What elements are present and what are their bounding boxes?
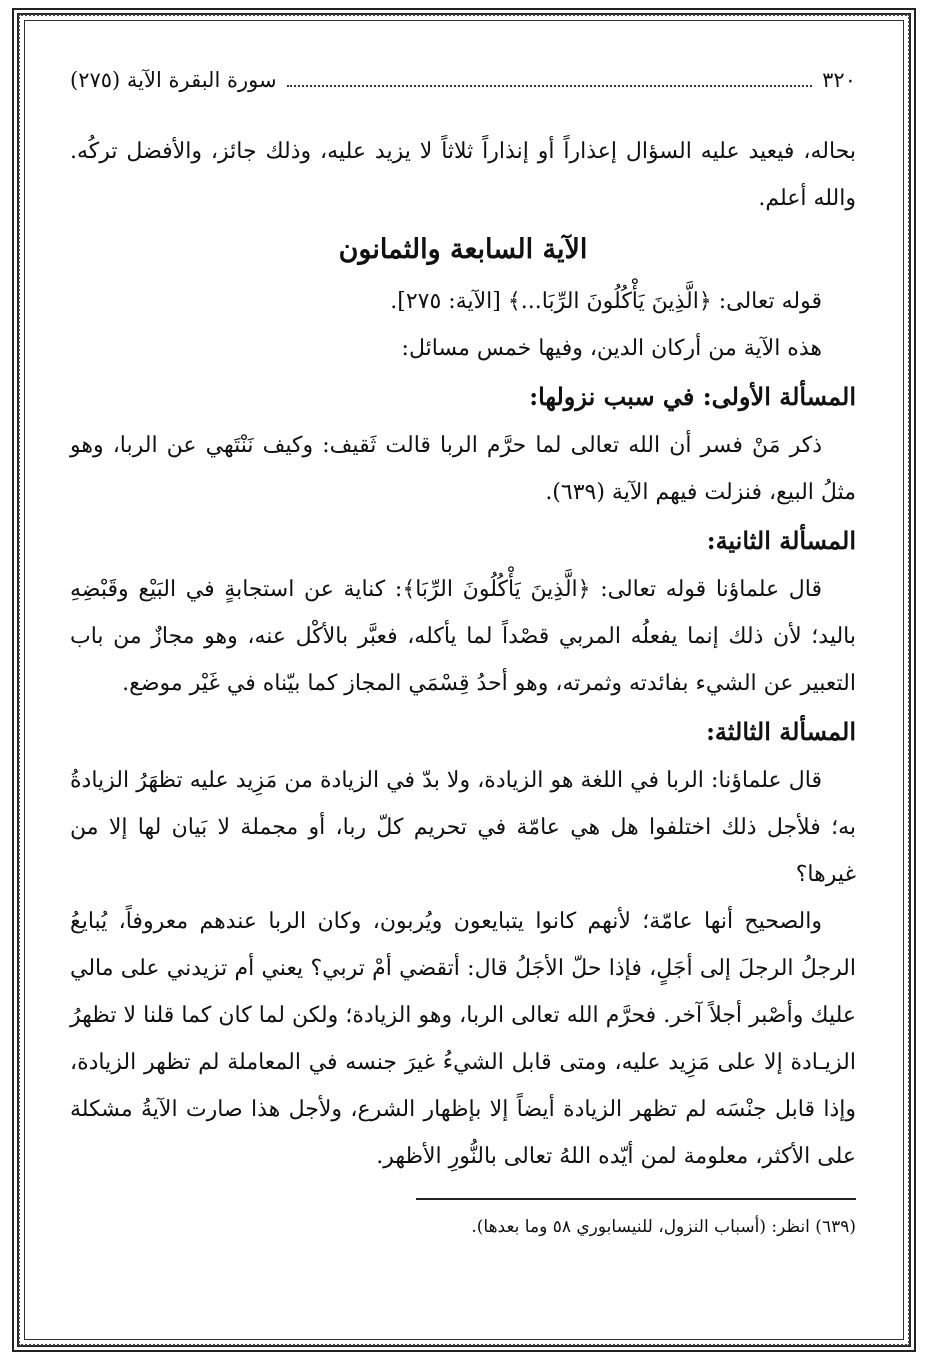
issues-intro: هذه الآية من أركان الدين، وفيها خمس مسائل:	[401, 336, 822, 361]
surah-reference: سورة البقرة الآية (٢٧٥)	[70, 68, 277, 92]
issue3-text1: قال علماؤنا: الربا في اللغة هو الزيادة، ولا بدّ في الزيادة من مَزِيد عليه تظهَرُ الزيادةُ به؛ فلأجل ذلك اختلفوا هل هي عامّة في تحريم كلّ ربا، أو مجملة لا بَيان لها إلا من غيرها؟	[70, 768, 857, 887]
footnote-separator	[416, 1198, 856, 1200]
issue2-heading: المسألة الثانية:	[706, 526, 856, 555]
footnote: (٦٣٩) انظر: (أسباب النزول، للنيسابوري ٥٨ وما بعدها).	[471, 1217, 856, 1237]
issue2-text: قال علماؤنا قوله تعالى: ﴿الَّذِينَ يَأْكُلُونَ الرِّبَا﴾: كناية عن استجابةٍ في البَيْع وقَبْضِهِ باليد؛ لأن ذلك إنما يفعلُه المربي قصْداً لما يأكله، فعبَّر بالأكْل عنه، وهو مجازٌ من باب التعبير عن الشيء بفائدته وثمرته، وهو أحدُ قِسْمَي المجاز كما بيّناه في غَيْر موضع.	[70, 577, 856, 696]
page-content	[70, 60, 856, 1244]
intro-paragraph: بحاله، فيعيد عليه السؤال إعذاراً أو إنذاراً ثلاثاً لا يزيد عليه، وذلك جائز، والأفضل تركُه. والله أعلم.	[70, 139, 856, 211]
issue1-heading: المسألة الأولى: في سبب نزولها:	[529, 382, 856, 411]
verse-line: قوله تعالى: ﴿الَّذِينَ يَأْكُلُونَ الرِّبَا...﴾ [الآية: ٢٧٥].	[390, 289, 822, 314]
header-leader-dots	[287, 63, 813, 87]
running-header	[70, 60, 856, 100]
page-number: ٣٢٠	[822, 68, 856, 92]
issue3-text2: والصحيح أنها عامّة؛ لأنهم كانوا يتبايعون ويُربون، وكان الربا عندهم معروفاً، يُبايعُ الرجلُ الرجلَ إلى أجَلٍ، فإذا حلّ الأجَلُ قال: أتقضي أمْ تربي؟ يعني أم تزيدني على مالي عليك وأصْبر أجلاً آخر. فحرَّم الله تعالى الربا، وهو الزيادة؛ ولكن لما كان كما قلنا لا تظهرُ الزيـادة إلا على مَزِيد عليه، ومتى قابل الشيءُ غيرَ جنسه في المعاملة لم تظهر الزيادة، وإذا قابل جنْسَه لم تظهر الزيادة أيضاً إلا بإظهار الشرع، ولأجل هذا صارت الآيةُ مشكلة على الأكثر، معلومة لمن أيّده اللهُ تعالى بالنُّورِ الأظهر.	[70, 909, 856, 1169]
section-title: الآية السابعة والثمانون	[338, 234, 588, 265]
issue1-text: ذكر مَنْ فسر أن الله تعالى لما حرَّم الربا قالت ثَقيف: وكيف نَنْتَهي عن الربا، وهو مثلُ البيع، فنزلت فيهم الآية (٦٣٩).	[70, 433, 856, 505]
issue3-heading: المسألة الثالثة:	[706, 717, 856, 746]
